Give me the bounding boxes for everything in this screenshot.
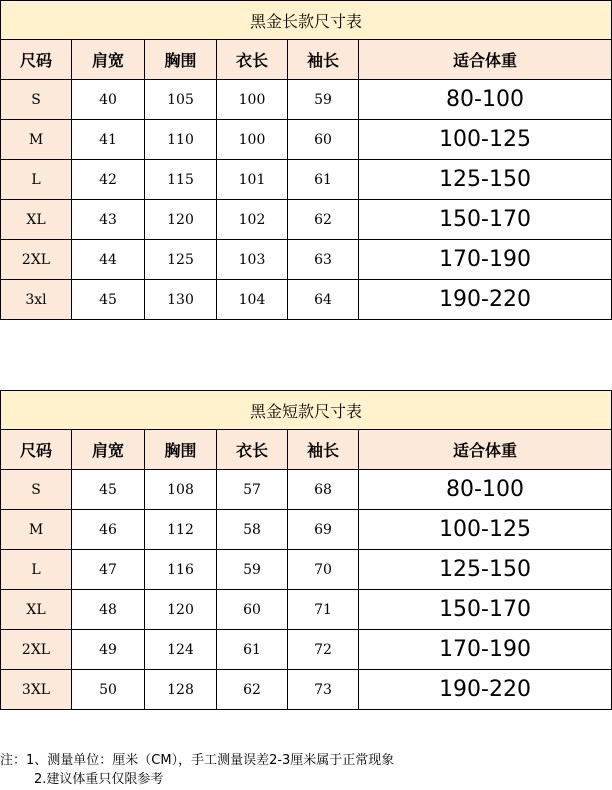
shoulder-cell: 49 — [72, 630, 145, 670]
col-header-shoulder: 肩宽 — [72, 40, 145, 80]
shoulder-cell: 42 — [72, 160, 145, 200]
chest-cell: 120 — [145, 590, 217, 630]
shoulder-cell: 45 — [72, 280, 145, 320]
shoulder-cell: 40 — [72, 80, 145, 120]
sleeve-cell: 63 — [288, 240, 359, 280]
chest-cell: 112 — [145, 510, 217, 550]
size-cell: 2XL — [1, 240, 72, 280]
table-row — [1, 280, 612, 320]
length-cell: 104 — [217, 280, 288, 320]
sleeve-cell: 61 — [288, 160, 359, 200]
size-cell: XL — [1, 590, 72, 630]
size-cell: XL — [1, 200, 72, 240]
chest-cell: 116 — [145, 550, 217, 590]
table-row — [1, 630, 612, 670]
sleeve-cell: 70 — [288, 550, 359, 590]
table-row — [1, 120, 612, 160]
length-cell: 103 — [217, 240, 288, 280]
weight-cell: 100-125 — [359, 510, 612, 550]
chest-cell: 120 — [145, 200, 217, 240]
length-cell: 62 — [217, 670, 288, 710]
table-row — [1, 200, 612, 240]
sleeve-cell: 64 — [288, 280, 359, 320]
short-size-table — [0, 390, 612, 710]
length-cell: 58 — [217, 510, 288, 550]
chest-cell: 110 — [145, 120, 217, 160]
shoulder-cell: 45 — [72, 470, 145, 510]
sleeve-cell: 68 — [288, 470, 359, 510]
col-header-chest: 胸围 — [145, 430, 217, 470]
chest-cell: 128 — [145, 670, 217, 710]
weight-cell: 170-190 — [359, 630, 612, 670]
header-row — [1, 40, 612, 80]
table-row — [1, 510, 612, 550]
shoulder-cell: 43 — [72, 200, 145, 240]
shoulder-cell: 47 — [72, 550, 145, 590]
shoulder-cell: 44 — [72, 240, 145, 280]
weight-cell: 190-220 — [359, 670, 612, 710]
weight-cell: 150-170 — [359, 590, 612, 630]
size-cell: L — [1, 160, 72, 200]
length-cell: 100 — [217, 80, 288, 120]
col-header-size: 尺码 — [1, 430, 72, 470]
weight-cell: 80-100 — [359, 80, 612, 120]
col-header-weight: 适合体重 — [359, 40, 612, 80]
chest-cell: 130 — [145, 280, 217, 320]
length-cell: 57 — [217, 470, 288, 510]
table-row — [1, 240, 612, 280]
chest-cell: 124 — [145, 630, 217, 670]
sleeve-cell: 72 — [288, 630, 359, 670]
size-cell: M — [1, 120, 72, 160]
weight-cell: 100-125 — [359, 120, 612, 160]
sleeve-cell: 60 — [288, 120, 359, 160]
table-row — [1, 160, 612, 200]
length-cell: 101 — [217, 160, 288, 200]
weight-cell: 150-170 — [359, 200, 612, 240]
length-cell: 60 — [217, 590, 288, 630]
col-header-weight: 适合体重 — [359, 430, 612, 470]
weight-cell: 80-100 — [359, 470, 612, 510]
header-row — [1, 430, 612, 470]
notes — [0, 751, 394, 789]
col-header-sleeve: 袖长 — [288, 430, 359, 470]
shoulder-cell: 41 — [72, 120, 145, 160]
note-line-2: 2.建议体重只仅限参考 — [34, 772, 164, 787]
shoulder-cell: 50 — [72, 670, 145, 710]
sleeve-cell: 69 — [288, 510, 359, 550]
col-header-sleeve: 袖长 — [288, 40, 359, 80]
chest-cell: 108 — [145, 470, 217, 510]
sleeve-cell: 59 — [288, 80, 359, 120]
length-cell: 59 — [217, 550, 288, 590]
weight-cell: 125-150 — [359, 550, 612, 590]
table-row — [1, 470, 612, 510]
chest-cell: 115 — [145, 160, 217, 200]
sleeve-cell: 71 — [288, 590, 359, 630]
size-cell: S — [1, 80, 72, 120]
sleeve-cell: 73 — [288, 670, 359, 710]
table-row — [1, 550, 612, 590]
size-cell: L — [1, 550, 72, 590]
long-size-table — [0, 0, 612, 320]
size-cell: 3xl — [1, 280, 72, 320]
short-table-title: 黑金短款尺寸表 — [1, 391, 612, 430]
length-cell: 61 — [217, 630, 288, 670]
shoulder-cell: 48 — [72, 590, 145, 630]
chest-cell: 105 — [145, 80, 217, 120]
table-row — [1, 670, 612, 710]
length-cell: 102 — [217, 200, 288, 240]
size-cell: S — [1, 470, 72, 510]
chest-cell: 125 — [145, 240, 217, 280]
col-header-length: 衣长 — [217, 40, 288, 80]
note-line-1: 注：1、测量单位：厘米（CM），手工测量误差2-3厘米属于正常现象 — [0, 753, 395, 768]
size-cell: 2XL — [1, 630, 72, 670]
col-header-size: 尺码 — [1, 40, 72, 80]
weight-cell: 190-220 — [359, 280, 612, 320]
weight-cell: 170-190 — [359, 240, 612, 280]
shoulder-cell: 46 — [72, 510, 145, 550]
size-cell: M — [1, 510, 72, 550]
long-table-title: 黑金长款尺寸表 — [1, 1, 612, 40]
col-header-shoulder: 肩宽 — [72, 430, 145, 470]
table-row — [1, 80, 612, 120]
weight-cell: 125-150 — [359, 160, 612, 200]
table-row — [1, 590, 612, 630]
length-cell: 100 — [217, 120, 288, 160]
col-header-length: 衣长 — [217, 430, 288, 470]
size-cell: 3XL — [1, 670, 72, 710]
col-header-chest: 胸围 — [145, 40, 217, 80]
sleeve-cell: 62 — [288, 200, 359, 240]
